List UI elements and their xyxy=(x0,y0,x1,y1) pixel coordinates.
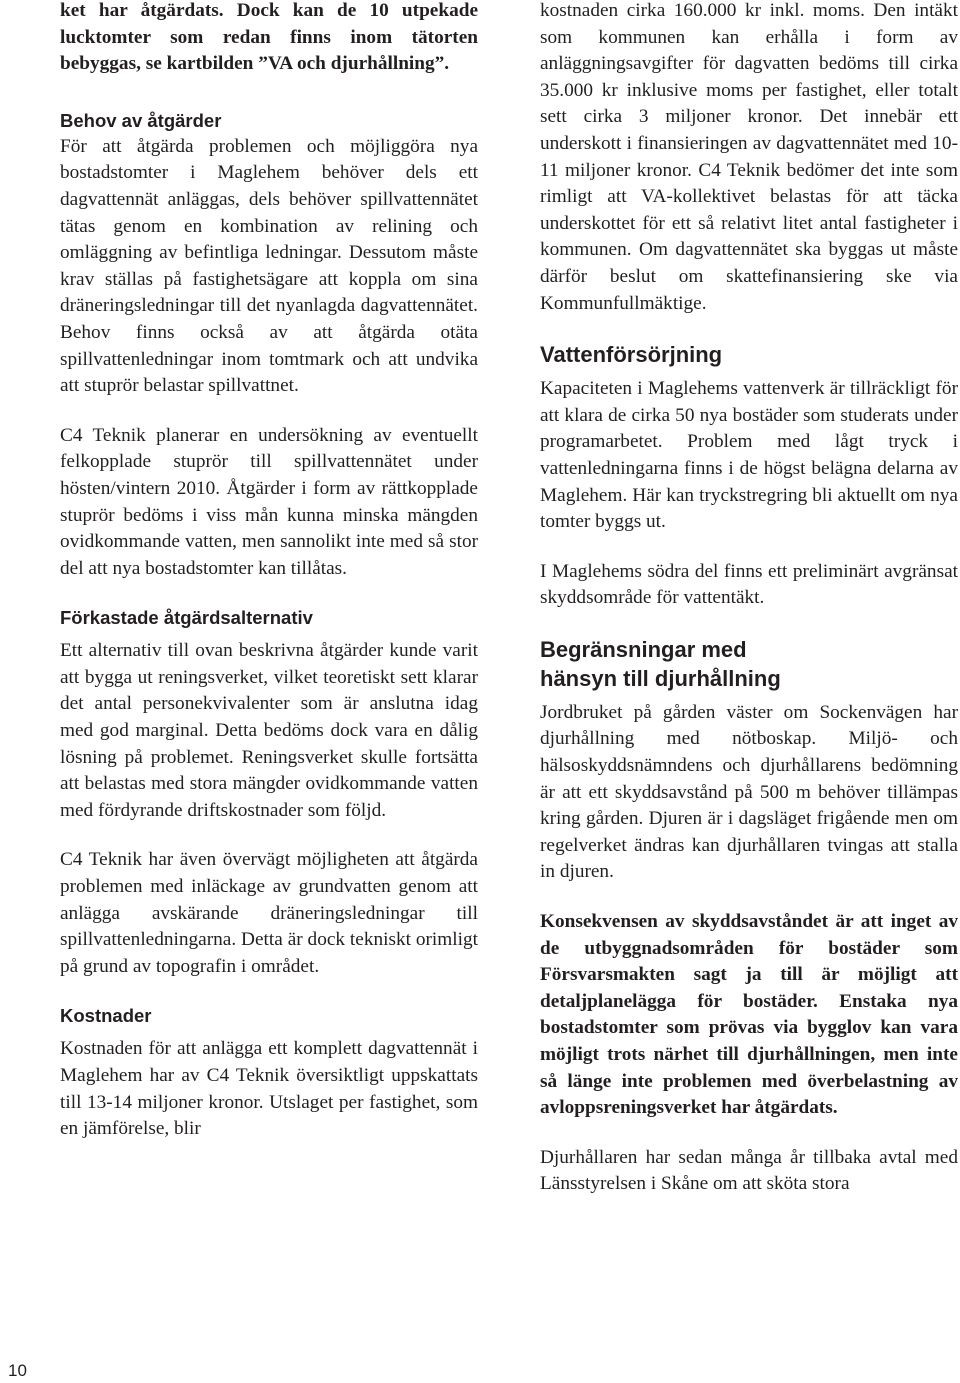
behov-paragraph-1: För att åtgärda problemen och möjliggöra nya bostadstomter i Maglehem behöver dels ett dagvattennät anläggas, dels behöver spillvattennätet tätas genom en kombination av relining och omläggning av befintliga ledningar. Dessutom måste krav ställas på fastighetsägare att koppla om sina dräneringsledningar till det nyanlagda dagvattennätet. Behov finns också av att åtgärda otäta spillvattenledningar inom tomtmark och att undvika att stuprör belastar spillvattnet. xyxy=(60,135,478,397)
begransningar-paragraph-1: Jordbruket på gården väster om Sockenvägen har djurhållning med nötboskap. Miljö- och hälsoskyddsnämndens och djurhållarens bedömning är att ett skyddsavstånd på 500 m behöver tillämpas kring gården. Djuren är i dagsläget frigående men om regelverket ändras kan djurhållaren tvingas att stalla in djuren. xyxy=(540,701,958,883)
forkastade-paragraph-1: Ett alternativ till ovan beskrivna åtgärder kunde varit att bygga ut reningsverket, vilket teoretiskt sett klarar det antal personekvivalenter som är anslutna idag med god marginal. Detta bedöms dock vara en dålig lösning på problemet. Reningsverket skulle fortsätta att belastas med stora mängder ovidkommande vatten med fördyrande driftskostnader som följd. xyxy=(60,640,478,821)
vatten-paragraph-1: Kapaciteten i Maglehems vattenverk är tillräckligt för att klara de cirka 50 nya bostäder som studerats under programarbetet. Problem med lågt tryck i vattenledningarna finns i de högst belägna delarna av Maglehem. Här kan tryckstregring bli aktuellt om nya tomter byggs ut. xyxy=(540,378,958,533)
begransningar-paragraph-last: Djurhållaren har sedan många år tillbaka avtal med Länsstyrelsen i Skåne om att sköta stora xyxy=(540,1146,958,1195)
begransningar-bold-paragraph: Konsekvensen av skyddsavståndet är att inget av de utbyggnadsområden för bostäder som Försvarsmakten sagt ja till är möjligt att detaljplanelägga för bostäder. Enstaka nya bostadstomter som prövas via bygglov kan vara möjligt trots närhet till djurhållningen, men inte så länge inte problemen med överbelastning av avloppsreningsverket har åtgärdats. xyxy=(540,911,958,1119)
heading-behov: Behov av åtgärder xyxy=(60,109,222,131)
kostnader-paragraph-1: Kostnaden för att anlägga ett komplett dagvattennät i Maglehem har av C4 Teknik översiktligt uppskattats till 13-14 miljoner kronor. Utslaget per fastighet, som en jämförelse, blir xyxy=(60,1038,478,1140)
heading-begransningar-line-2: hänsyn till djurhållning xyxy=(540,665,781,691)
left-column xyxy=(60,0,478,1143)
behov-paragraph-2: C4 Teknik planerar en undersökning av eventuellt felkopplade stuprör till spillvattennätet under hösten/vintern 2010. Åtgärder i form av rättkopplade stuprör bedöms i viss mån kunna minska mängden ovidkommande vatten, men sannolikt inte med så stor del att nya bostadstomter kan tillåtas. xyxy=(60,424,478,579)
page-number: 10 xyxy=(8,1361,27,1380)
heading-forkastade: Förkastade åtgärdsalternativ xyxy=(60,607,313,629)
vatten-paragraph-2: I Maglehems södra del finns ett preliminärt avgränsat skyddsområde för vattentäkt. xyxy=(540,560,958,609)
heading-kostnader: Kostnader xyxy=(60,1005,152,1027)
heading-vattenforsorjning: Vattenförsörjning xyxy=(540,342,723,368)
forkastade-paragraph-2: C4 Teknik har även övervägt möjligheten att åtgärda problemen med inläckage av grundvatten genom att anlägga avskärande dräneringsledningar till spillvattenledningarna. Detta är dock tekniskt orimligt på grund av topografin i området. xyxy=(60,849,478,977)
kostnader-continuation: kostnaden cirka 160.000 kr inkl. moms. Den intäkt som kommunen kan erhålla i form av anläggningsavgifter för dagvatten bedöms till cirka 35.000 kr inklusive moms per fastighet, eller totalt sett cirka 3 miljoner kronor. Det innebär ett underskott i finansieringen av dagvattennätet med 10-11 miljoner kronor. C4 Teknik bedömer det inte som rimligt att VA-kollektivet belastas för att täcka underskottet för ett så relativt litet antal fastigheter i kommunen. Om dagvattennätet ska byggas ut måste därför beslut om skattefinansiering ske via Kommunfullmäktige. xyxy=(540,0,958,314)
right-column xyxy=(540,0,958,1198)
intro-paragraph: ket har åtgärdats. Dock kan de 10 utpekade lucktomter som redan finns inom tätorten bebyggas, se kartbilden ”VA och djurhållning”. xyxy=(60,0,478,75)
heading-begransningar xyxy=(540,635,958,693)
heading-begransningar-line-1: Begränsningar med xyxy=(540,636,747,662)
